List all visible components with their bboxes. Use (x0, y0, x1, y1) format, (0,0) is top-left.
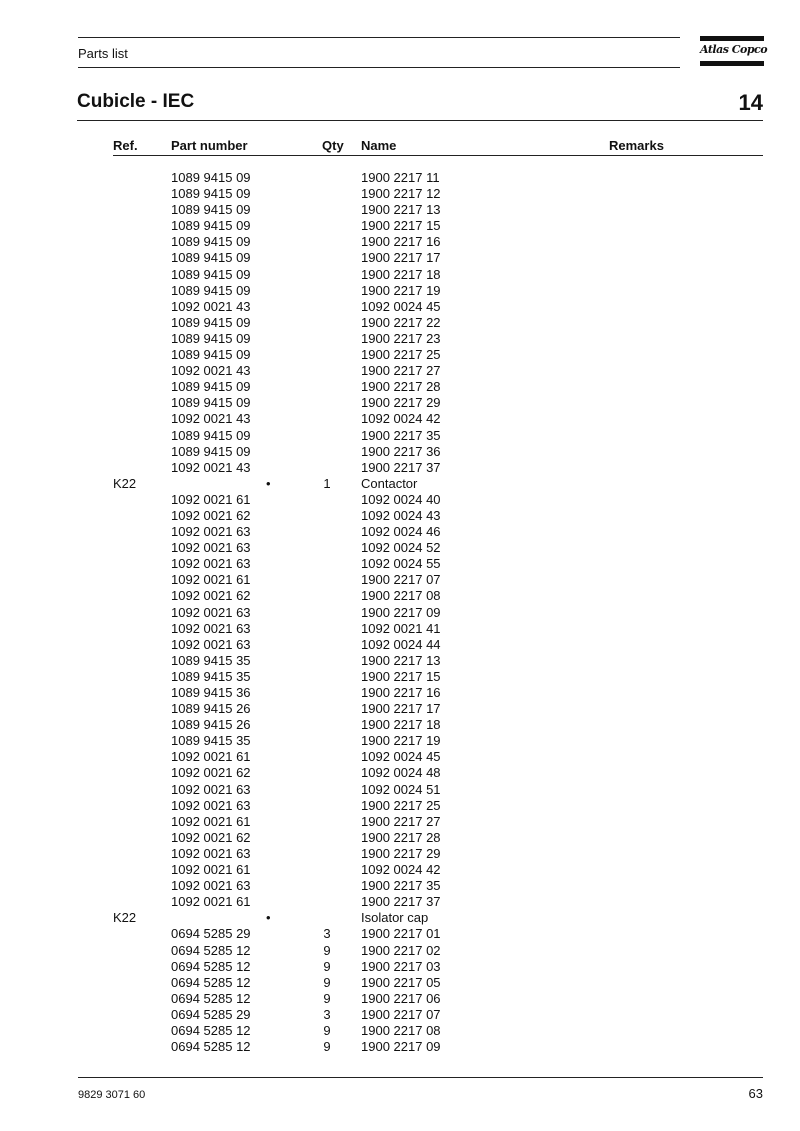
row-name: 1900 2217 25 (361, 347, 441, 363)
document-number: 9829 3071 60 (78, 1089, 146, 1101)
row-qty: 9 (323, 1022, 331, 1038)
table-row (0, 846, 800, 862)
row-part-number: 1089 9415 09 (171, 443, 251, 459)
table-row (0, 476, 800, 492)
row-name: 1900 2217 13 (361, 652, 441, 668)
row-name: 1092 0024 45 (361, 298, 441, 314)
row-name: 1900 2217 06 (361, 990, 441, 1006)
table-row (0, 1007, 800, 1023)
row-name: 1900 2217 12 (361, 186, 441, 202)
row-part-number: 1089 9415 09 (171, 427, 251, 443)
row-name: 1900 2217 08 (361, 1022, 441, 1038)
row-name: 1900 2217 28 (361, 379, 441, 395)
logo-wordmark: Atlas Copco (700, 43, 768, 56)
row-name: 1092 0024 45 (361, 749, 441, 765)
row-part-number: 1092 0021 43 (171, 363, 251, 379)
row-name: 1900 2217 09 (361, 1039, 441, 1055)
row-part-number: 1092 0021 63 (171, 878, 251, 894)
row-name: 1900 2217 17 (361, 701, 441, 717)
row-name: 1900 2217 27 (361, 813, 441, 829)
table-row (0, 540, 800, 556)
page-title: Cubicle - IEC (77, 91, 195, 112)
row-part-number: 1089 9415 09 (171, 330, 251, 346)
table-row (0, 411, 800, 427)
table-row (0, 991, 800, 1007)
row-part-number: 1089 9415 35 (171, 652, 251, 668)
section-label: Parts list (78, 46, 128, 61)
table-row (0, 975, 800, 991)
table-row (0, 508, 800, 524)
table-row (0, 363, 800, 379)
row-part-number: 1092 0021 61 (171, 491, 251, 507)
row-name: 1092 0024 55 (361, 556, 441, 572)
row-name: 1900 2217 13 (361, 202, 441, 218)
table-row (0, 862, 800, 878)
table-row (0, 234, 800, 250)
row-part-number: 1092 0021 63 (171, 845, 251, 861)
header-top-rule (78, 37, 680, 38)
row-name: 1092 0024 46 (361, 524, 441, 540)
row-name: 1900 2217 18 (361, 717, 441, 733)
row-part-number: 1092 0021 62 (171, 829, 251, 845)
row-part-number: 1092 0021 63 (171, 797, 251, 813)
row-name: 1900 2217 23 (361, 330, 441, 346)
table-row (0, 428, 800, 444)
row-qty: 3 (323, 926, 331, 942)
row-qty: 9 (323, 990, 331, 1006)
logo-top-bar (700, 36, 764, 41)
row-name: 1900 2217 15 (361, 668, 441, 684)
row-part-number: 1089 9415 09 (171, 347, 251, 363)
table-row (0, 717, 800, 733)
table-row (0, 331, 800, 347)
row-name: 1092 0024 51 (361, 781, 441, 797)
row-qty: 9 (323, 958, 331, 974)
table-row (0, 814, 800, 830)
row-part-number: 1092 0021 62 (171, 588, 251, 604)
table-row (0, 685, 800, 701)
table-row (0, 798, 800, 814)
row-part-number: 1092 0021 63 (171, 781, 251, 797)
table-row (0, 1039, 800, 1055)
header-bottom-rule (78, 67, 680, 68)
row-part-number: 1089 9415 35 (171, 733, 251, 749)
table-row (0, 299, 800, 315)
row-part-number: 0694 5285 12 (171, 1039, 251, 1055)
row-part-number: 0694 5285 12 (171, 974, 251, 990)
row-name: 1900 2217 28 (361, 829, 441, 845)
row-part-number: 1092 0021 62 (171, 507, 251, 523)
table-row (0, 1023, 800, 1039)
column-header-ref: Ref. (113, 138, 138, 153)
row-qty: 9 (323, 974, 331, 990)
row-name: 1092 0024 44 (361, 636, 441, 652)
table-row (0, 701, 800, 717)
table-row (0, 170, 800, 186)
row-name: 1092 0024 52 (361, 540, 441, 556)
row-name: 1092 0021 41 (361, 620, 441, 636)
table-row (0, 347, 800, 363)
row-part-number: 1089 9415 09 (171, 314, 251, 330)
row-name: 1900 2217 35 (361, 878, 441, 894)
table-row (0, 460, 800, 476)
row-part-number: 1092 0021 63 (171, 556, 251, 572)
row-name: 1900 2217 37 (361, 894, 441, 910)
row-name: 1092 0024 42 (361, 411, 441, 427)
table-row (0, 910, 800, 926)
row-name: 1900 2217 17 (361, 250, 441, 266)
row-part-number: 1092 0021 61 (171, 572, 251, 588)
row-name: 1092 0024 43 (361, 507, 441, 523)
table-row (0, 733, 800, 749)
row-name: 1092 0024 48 (361, 765, 441, 781)
row-part-number: 0694 5285 29 (171, 926, 251, 942)
table-row (0, 669, 800, 685)
table-row (0, 653, 800, 669)
table-row (0, 894, 800, 910)
table-row (0, 588, 800, 604)
row-part-number: 1089 9415 09 (171, 379, 251, 395)
row-bullet: • (266, 910, 271, 926)
table-row (0, 749, 800, 765)
row-ref: K22 (113, 475, 137, 491)
table-row (0, 556, 800, 572)
row-name: 1900 2217 07 (361, 1006, 441, 1022)
row-name: 1900 2217 05 (361, 974, 441, 990)
row-part-number: 1092 0021 63 (171, 636, 251, 652)
table-row (0, 250, 800, 266)
row-part-number: 1092 0021 43 (171, 411, 251, 427)
row-part-number: 0694 5285 12 (171, 990, 251, 1006)
row-name: Contactor (361, 475, 418, 491)
row-name: 1900 2217 37 (361, 459, 441, 475)
table-row (0, 218, 800, 234)
row-part-number: 1092 0021 43 (171, 298, 251, 314)
row-name: 1900 2217 01 (361, 926, 441, 942)
page-number: 63 (748, 1086, 763, 1101)
table-row (0, 782, 800, 798)
table-row (0, 943, 800, 959)
row-name: 1900 2217 25 (361, 797, 441, 813)
row-name: 1900 2217 16 (361, 234, 441, 250)
row-name: 1900 2217 19 (361, 282, 441, 298)
row-part-number: 1089 9415 09 (171, 282, 251, 298)
table-row (0, 637, 800, 653)
row-part-number: 0694 5285 12 (171, 942, 251, 958)
row-part-number: 1092 0021 43 (171, 459, 251, 475)
row-part-number: 1089 9415 36 (171, 685, 251, 700)
column-header-rule (113, 155, 763, 156)
table-row (0, 926, 800, 942)
row-name: 1900 2217 02 (361, 942, 441, 958)
table-row (0, 395, 800, 411)
parts-table-body (0, 170, 800, 1055)
row-part-number: 1092 0021 63 (171, 524, 251, 540)
table-row (0, 283, 800, 299)
table-row (0, 572, 800, 588)
row-name: 1900 2217 29 (361, 845, 441, 861)
row-part-number: 1092 0021 61 (171, 749, 251, 765)
row-name: 1900 2217 27 (361, 363, 441, 379)
row-part-number: 1089 9415 09 (171, 218, 251, 234)
row-part-number: 0694 5285 12 (171, 1022, 251, 1038)
table-row (0, 765, 800, 781)
row-qty: 3 (323, 1006, 331, 1022)
row-part-number: 1092 0021 61 (171, 813, 251, 829)
table-row (0, 315, 800, 331)
row-part-number: 1092 0021 61 (171, 862, 251, 878)
table-row (0, 492, 800, 508)
row-part-number: 1092 0021 63 (171, 620, 251, 636)
row-name: Isolator cap (361, 910, 429, 926)
table-row (0, 621, 800, 637)
row-name: 1092 0024 40 (361, 491, 441, 507)
row-bullet: • (266, 475, 271, 491)
row-ref: K22 (113, 910, 137, 926)
row-name: 1900 2217 08 (361, 588, 441, 604)
column-header-remarks: Remarks (609, 138, 664, 153)
row-part-number: 1092 0021 61 (171, 894, 251, 910)
row-part-number: 1089 9415 09 (171, 250, 251, 266)
row-qty: 9 (323, 942, 331, 958)
brand-logo (700, 36, 768, 66)
footer-rule (78, 1077, 763, 1078)
table-row (0, 524, 800, 540)
row-name: 1900 2217 22 (361, 314, 441, 330)
row-name: 1900 2217 18 (361, 266, 441, 282)
row-name: 1900 2217 11 (361, 170, 440, 185)
title-rule (77, 120, 763, 121)
row-part-number: 1092 0021 62 (171, 765, 251, 781)
row-name: 1900 2217 15 (361, 218, 441, 234)
row-part-number: 1089 9415 09 (171, 395, 251, 411)
column-header-qty: Qty (322, 138, 344, 153)
chapter-number: 14 (738, 90, 763, 115)
table-row (0, 605, 800, 621)
row-part-number: 0694 5285 29 (171, 1006, 251, 1022)
row-part-number: 1092 0021 63 (171, 604, 251, 620)
row-name: 1900 2217 29 (361, 395, 441, 411)
row-part-number: 1089 9415 09 (171, 202, 251, 218)
column-header-name: Name (361, 138, 397, 153)
row-name: 1900 2217 07 (361, 572, 441, 588)
row-part-number: 1089 9415 09 (171, 266, 251, 282)
table-row (0, 878, 800, 894)
row-qty: 1 (323, 475, 331, 491)
row-name: 1900 2217 36 (361, 443, 441, 459)
row-name: 1900 2217 03 (361, 958, 441, 974)
logo-bottom-bar (700, 61, 764, 66)
row-name: 1092 0024 42 (361, 862, 441, 878)
table-row (0, 379, 800, 395)
row-name: 1900 2217 09 (361, 604, 441, 620)
row-qty: 9 (323, 1039, 331, 1055)
row-part-number: 0694 5285 12 (171, 958, 251, 974)
table-row (0, 444, 800, 460)
row-part-number: 1089 9415 26 (171, 701, 251, 717)
row-part-number: 1092 0021 63 (171, 540, 251, 556)
table-row (0, 186, 800, 202)
row-name: 1900 2217 35 (361, 427, 441, 443)
table-row (0, 959, 800, 975)
table-row (0, 267, 800, 283)
row-part-number: 1089 9415 09 (171, 170, 251, 185)
table-row (0, 830, 800, 846)
table-row (0, 202, 800, 218)
row-part-number: 1089 9415 35 (171, 668, 251, 684)
column-header-part-number: Part number (171, 138, 248, 153)
row-name: 1900 2217 19 (361, 733, 441, 749)
row-part-number: 1089 9415 26 (171, 717, 251, 733)
row-part-number: 1089 9415 09 (171, 186, 251, 202)
row-part-number: 1089 9415 09 (171, 234, 251, 250)
row-name: 1900 2217 16 (361, 685, 441, 700)
